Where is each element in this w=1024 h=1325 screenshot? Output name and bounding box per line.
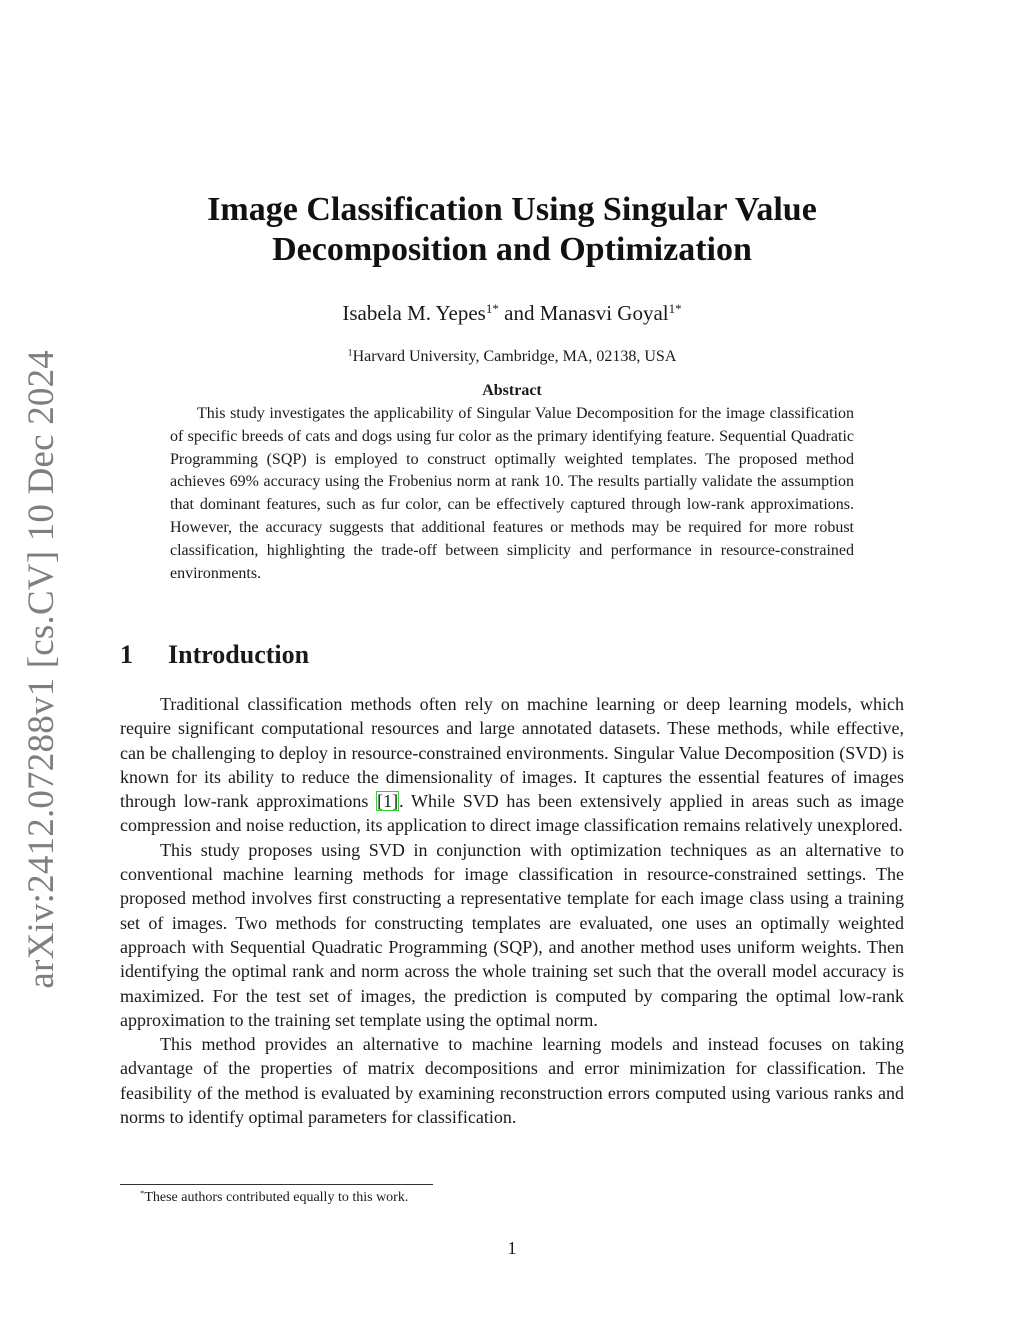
intro-text: Traditional classification methods often rely on machine learning or deep learning models, which require significant computational resources and large annotated datasets. These methods, while effective, can be challenging to deploy in resource-constrained environments. Singular Value Decomposition (SVD) is known for its ability to reduce the dimensionality of images. It captures the essential features of images through low-rank approximations (120, 694, 904, 812)
citation-link[interactable]: [1] (377, 791, 399, 812)
intro-paragraph: This study proposes using SVD in conjunction with optimization techniques as an alternative to conventional machine learning methods for image classification in resource-constrained settings. The proposed method involves first constructing a representative template for each image class using a training set of images. Two methods for constructing templates are evaluated, one uses an optimally weighted approach with Sequential Quadratic Programming (SQP), and another method uses uniform weights. Then identifying the optimal rank and norm across the whole training set such that the overall model accuracy is maximized. For the test set of images, the prediction is computed by comparing the optimal low-rank approximation to the training set template using the optimal norm. (120, 839, 904, 1030)
footnote (140, 1188, 900, 1208)
section-title: Introduction (168, 640, 310, 669)
section-heading (120, 638, 904, 672)
abstract-heading: Abstract (482, 382, 542, 399)
arxiv-identifier: arXiv:2412.07288v1 [cs.CV] 10 Dec 2024 (21, 350, 62, 989)
footnote-mark: * (140, 1188, 145, 1199)
abstract-body: This study investigates the applicability of Singular Value Decomposition for the image classification of specific breeds of cats and dogs using fur color as the primary identifying feature. Sequential Quadratic Programming (SQP) is employed to construct optimally weighted templates. The proposed method achieves 69% accuracy using the Frobenius norm at rank 10. The results partially validate the assumption that dominant features, such as fur color, can be effectively captured through low-rank approximations. However, the accuracy suggests that additional features or methods may be required for more robust classification, highlighting the trade-off between simplicity and performance in resource-constrained environments. (170, 405, 854, 582)
author-list (120, 298, 904, 328)
author-name: Manasvi Goyal (539, 301, 669, 325)
footnote-text: These authors contributed equally to this work. (144, 1190, 409, 1205)
affiliation-text: Harvard University, Cambridge, MA, 02138, USA (352, 348, 677, 365)
page-number: 1 (507, 1238, 517, 1258)
affiliation (120, 345, 904, 369)
paper-title (120, 190, 904, 270)
author-affiliation-mark: 1* (668, 300, 682, 316)
introduction-body (120, 692, 904, 1129)
intro-paragraph (120, 692, 904, 838)
author-name: Isabela M. Yepes (342, 301, 486, 325)
author-affiliation-mark: 1* (485, 300, 499, 316)
intro-text: . While SVD has been extensively applied in areas such as image compression and noise reduction, its application to direct image classification remains relatively unexplored. (120, 791, 904, 836)
section-number: 1 (120, 640, 133, 669)
title-line-2: Decomposition and Optimization (272, 231, 752, 268)
footnote-divider (120, 1184, 433, 1185)
author-conjunction: and (504, 301, 535, 325)
intro-paragraph: This method provides an alternative to machine learning models and instead focuses on taking advantage of the properties of matrix decompositions and error minimization for classification. The feasibility of the method is evaluated by examining reconstruction errors computed using various ranks and norms to identify optimal parameters for classification. (120, 1034, 904, 1128)
affiliation-mark: 1 (347, 347, 353, 359)
title-line-1: Image Classification Using Singular Value (207, 191, 817, 228)
